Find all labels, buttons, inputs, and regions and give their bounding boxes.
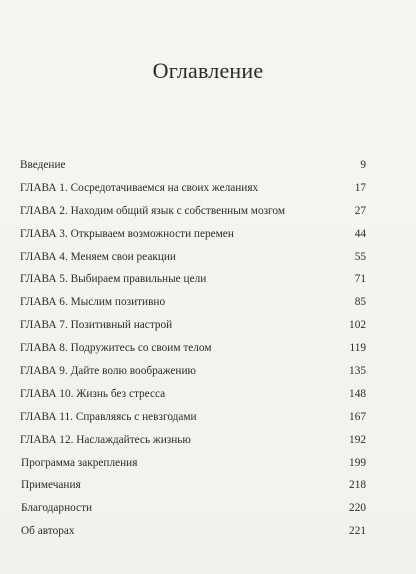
toc-entry — [20, 341, 366, 364]
toc-entry — [20, 272, 366, 295]
toc-entry — [20, 250, 366, 273]
toc-entry — [20, 524, 366, 547]
toc-entry-page-number: 17 — [354, 181, 366, 194]
toc-entry — [20, 501, 366, 524]
toc-entry-page-number: 85 — [354, 296, 366, 309]
toc-entry-page-number: 27 — [354, 204, 366, 217]
toc-entry-page-number: 119 — [349, 342, 366, 355]
toc-entry-label: ГЛАВА 12. Наслаждайтесь жизнью — [20, 433, 191, 446]
toc-entry-label: ГЛАВА 3. Открываем возможности перемен — [20, 227, 234, 240]
toc-entry-page-number: 102 — [349, 319, 366, 332]
toc-entry-page-number: 55 — [354, 250, 366, 263]
toc-entry — [20, 158, 366, 181]
toc-entry-label: Примечания — [21, 479, 81, 492]
toc-entry-page-number: 44 — [354, 227, 366, 240]
toc-entry-page-number: 221 — [349, 525, 366, 538]
toc-entry-page-number: 135 — [349, 365, 366, 378]
toc-entry-label: Введение — [20, 159, 66, 171]
toc-entry-label: ГЛАВА 8. Подружитесь со своим телом — [20, 342, 212, 355]
toc-entry — [20, 410, 366, 433]
toc-entry-label: ГЛАВА 2. Находим общий язык с собственным мозгом — [20, 204, 285, 217]
toc-entry-label: ГЛАВА 9. Дайте волю воображению — [20, 365, 196, 378]
toc-entry-label: ГЛАВА 7. Позитивный настрой — [20, 319, 173, 332]
toc-entry — [20, 478, 366, 501]
toc-entry-label: ГЛАВА 5. Выбираем правильные цели — [20, 273, 207, 286]
page-title: Оглавление — [152, 58, 264, 83]
toc-entry-label: ГЛАВА 6. Мыслим позитивно — [20, 296, 166, 309]
toc-entry-page-number: 199 — [349, 456, 366, 469]
toc-entry-page-number: 167 — [349, 410, 366, 423]
toc-entry-page-number: 192 — [349, 433, 366, 446]
toc-entry — [20, 387, 366, 410]
toc-entry — [20, 364, 366, 387]
toc-entry — [20, 181, 366, 204]
toc-entry-label: Благодарности — [21, 502, 93, 515]
toc-entry — [20, 204, 366, 227]
toc-entry-page-number: 218 — [349, 479, 366, 492]
toc-entry — [20, 295, 366, 318]
toc-entry-label: ГЛАВА 4. Меняем свои реакции — [20, 250, 176, 263]
toc-entry — [20, 456, 366, 479]
toc-entry-label: ГЛАВА 10. Жизнь без стресса — [20, 387, 166, 400]
toc-entry — [20, 433, 366, 456]
toc-entry-label: ГЛАВА 11. Справляясь с невзгодами — [20, 410, 197, 423]
toc-entry-page-number: 148 — [349, 387, 366, 400]
table-of-contents — [20, 158, 366, 547]
toc-entry-page-number: 71 — [354, 273, 366, 286]
toc-entry-label: Об авторах — [21, 525, 75, 538]
toc-entry-page-number: 220 — [349, 502, 366, 515]
toc-entry-label: Программа закрепления — [21, 456, 138, 469]
toc-entry — [20, 227, 366, 250]
toc-entry-page-number: 9 — [360, 159, 366, 171]
toc-entry — [20, 318, 366, 341]
toc-entry-label: ГЛАВА 1. Сосредотачиваемся на своих желаниях — [20, 181, 259, 194]
